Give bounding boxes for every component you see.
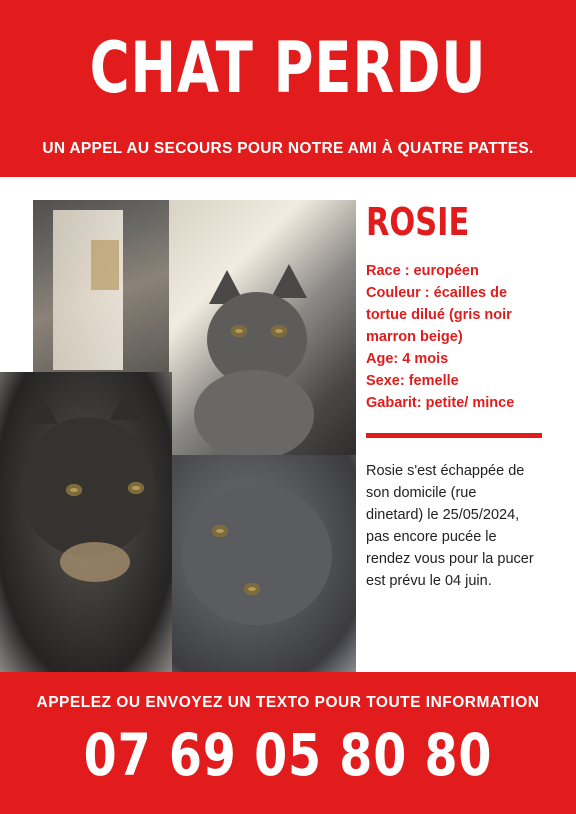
detail-line: tortue dilué (gris noir	[366, 307, 512, 323]
cat-photo-2	[169, 200, 356, 455]
photo-collage	[0, 200, 356, 672]
cat-photo-4	[172, 455, 356, 672]
story-line: Rosie s'est échappée de	[366, 463, 525, 479]
cat-eye-shape	[231, 325, 247, 337]
cat-story	[366, 460, 562, 592]
poster-title: CHAT PERDU	[89, 27, 487, 109]
cat-eye-shape	[244, 583, 260, 595]
cat-details	[366, 260, 566, 414]
cat-ear-shape	[22, 390, 58, 424]
cat-ear-shape	[271, 264, 307, 298]
detail-line: Sexe: femelle	[366, 373, 459, 389]
story-line: dinetard) le 25/05/2024,	[366, 507, 520, 523]
cat-eye-shape	[212, 525, 228, 537]
phone-number[interactable]: 07 69 05 80 80	[83, 721, 493, 789]
cat-eye-shape	[271, 325, 287, 337]
cat-eye-shape	[66, 484, 82, 496]
story-line: rendez vous pour la pucer	[366, 551, 534, 567]
story-line: son domicile (rue	[366, 485, 477, 501]
poster-subtitle: UN APPEL AU SECOURS POUR NOTRE AMI À QUATRE PATTES.	[42, 140, 534, 157]
section-divider	[366, 433, 542, 438]
call-to-action: APPELEZ OU ENVOYEZ UN TEXTO POUR TOUTE INFORMATION	[36, 694, 540, 711]
story-line: pas encore pucée le	[366, 529, 497, 545]
detail-line: marron beige)	[366, 329, 463, 345]
cat-body-shape	[194, 370, 314, 455]
cat-face-shape	[182, 485, 332, 625]
detail-line: Gabarit: petite/ mince	[366, 395, 515, 411]
cat-ear-shape	[110, 386, 146, 420]
cat-chest-shape	[60, 542, 130, 582]
cat-photo-1	[33, 200, 169, 372]
detail-line: Race : européen	[366, 263, 479, 279]
window-light	[53, 210, 123, 370]
detail-line: Couleur : écailles de	[366, 285, 508, 301]
cat-eye-shape	[128, 482, 144, 494]
cat-name: ROSIE	[366, 200, 470, 244]
detail-line: Age: 4 mois	[366, 351, 449, 367]
lamp-shape	[91, 240, 119, 290]
story-line: est prévu le 04 juin.	[366, 573, 492, 589]
cat-photo-3	[0, 372, 172, 672]
